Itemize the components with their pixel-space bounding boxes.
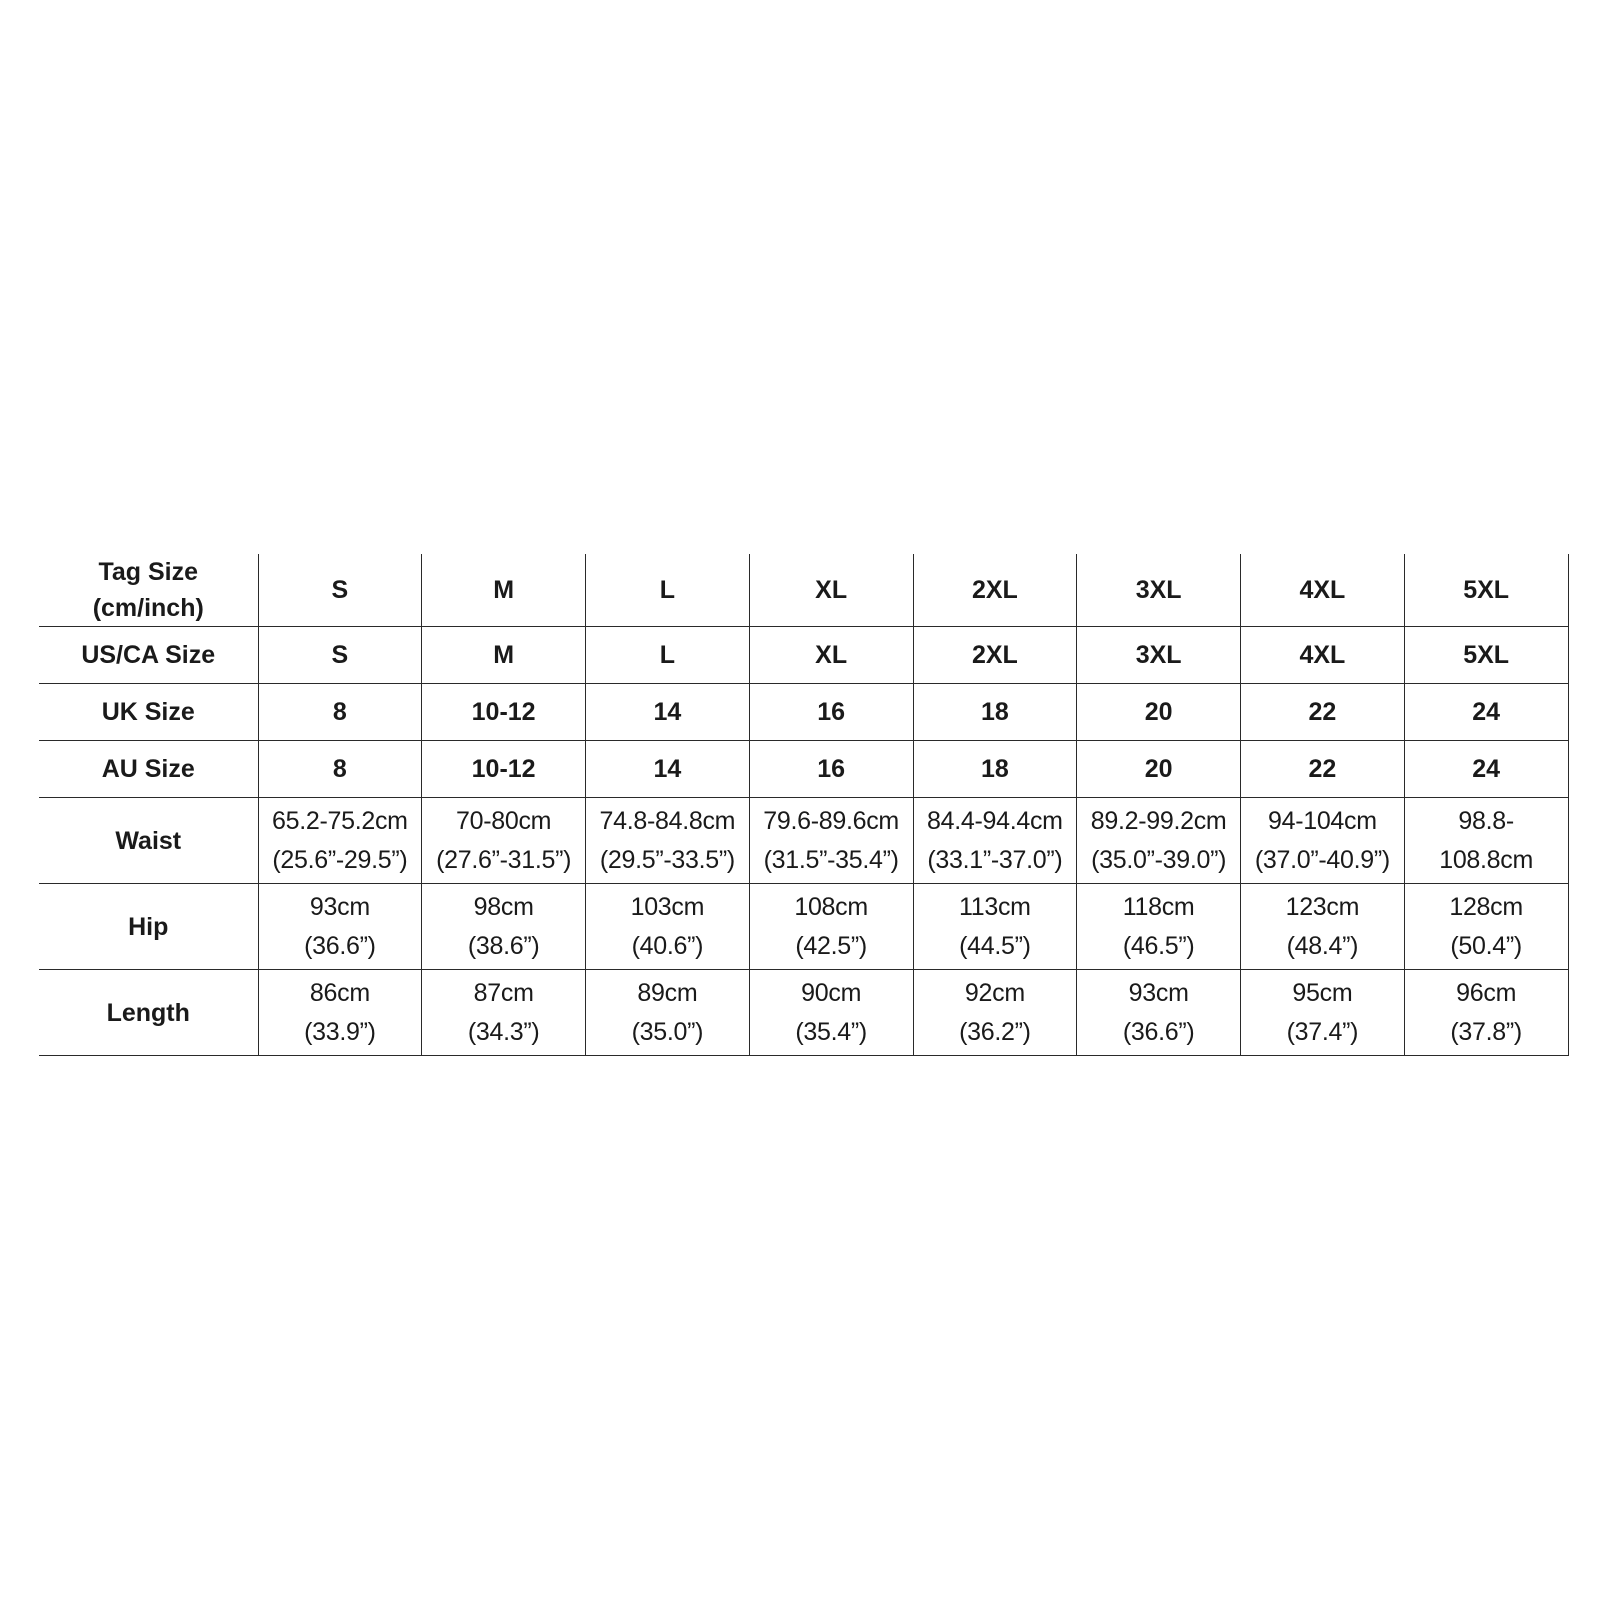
us-ca-size-cell: 5XL (1404, 627, 1568, 684)
waist-cell (1241, 798, 1405, 884)
waist-inch: (37.0”-40.9”) (1254, 845, 1390, 874)
waist-cell (913, 798, 1077, 884)
au-size-cell: 18 (913, 741, 1077, 798)
length-cm: 86cm (309, 978, 370, 1007)
hip-cm: 103cm (630, 892, 705, 921)
row-label: US/CA Size (39, 627, 258, 684)
hip-cell (1404, 884, 1568, 970)
us-ca-size-row (39, 627, 1568, 684)
tag-size-cell: M (422, 554, 586, 627)
au-size-cell: 14 (586, 741, 750, 798)
tag-size-label: Tag Size (98, 558, 199, 586)
hip-cm: 93cm (309, 892, 370, 921)
waist-inch: (31.5”-35.4”) (763, 845, 899, 874)
waist-cell (586, 798, 750, 884)
au-size-cell: 8 (258, 741, 422, 798)
tag-size-header (39, 554, 258, 627)
length-cell (1241, 970, 1405, 1056)
uk-size-cell: 24 (1404, 684, 1568, 741)
waist-cell (258, 798, 422, 884)
length-cell (913, 970, 1077, 1056)
hip-inch: (36.6”) (304, 931, 376, 960)
length-inch: (33.9”) (304, 1017, 376, 1046)
hip-row (39, 884, 1568, 970)
length-cm: 90cm (801, 978, 862, 1007)
uk-size-cell: 10-12 (422, 684, 586, 741)
us-ca-size-cell: M (422, 627, 586, 684)
row-label: UK Size (39, 684, 258, 741)
au-size-cell: 24 (1404, 741, 1568, 798)
length-cm: 95cm (1292, 978, 1353, 1007)
tag-size-cell: 2XL (913, 554, 1077, 627)
hip-cell (1077, 884, 1241, 970)
au-size-row (39, 741, 1568, 798)
row-label: Waist (39, 798, 258, 884)
hip-inch: (48.4”) (1286, 931, 1359, 960)
hip-cell (586, 884, 750, 970)
tag-size-cell: S (258, 554, 422, 627)
hip-cell (422, 884, 586, 970)
uk-size-row (39, 684, 1568, 741)
waist-row (39, 798, 1568, 884)
uk-size-cell: 18 (913, 684, 1077, 741)
length-cm: 93cm (1128, 978, 1189, 1007)
waist-cell (1404, 798, 1568, 884)
hip-cm: 128cm (1449, 892, 1523, 921)
waist-cell (1077, 798, 1241, 884)
waist-cm-continued: 108.8cm (1439, 845, 1534, 874)
tag-size-cell: L (586, 554, 750, 627)
hip-inch: (46.5”) (1122, 931, 1195, 960)
length-cell (1077, 970, 1241, 1056)
tag-size-cell: 5XL (1404, 554, 1568, 627)
length-inch: (36.6”) (1122, 1017, 1195, 1046)
length-cm: 96cm (1456, 978, 1517, 1007)
uk-size-cell: 8 (258, 684, 422, 741)
au-size-cell: 10-12 (422, 741, 586, 798)
waist-inch: (25.6”-29.5”) (272, 845, 408, 874)
us-ca-size-cell: 3XL (1077, 627, 1241, 684)
size-chart-table (39, 554, 1569, 1056)
uk-size-cell: 22 (1241, 684, 1405, 741)
tag-size-cell: 4XL (1241, 554, 1405, 627)
length-cell (749, 970, 913, 1056)
uk-size-cell: 20 (1077, 684, 1241, 741)
length-row (39, 970, 1568, 1056)
hip-cell (1241, 884, 1405, 970)
hip-inch: (38.6”) (467, 931, 540, 960)
header-row (39, 554, 1568, 627)
length-cell (258, 970, 422, 1056)
length-inch: (35.4”) (795, 1017, 867, 1046)
length-inch: (36.2”) (959, 1017, 1031, 1046)
waist-cm: 89.2-99.2cm (1090, 806, 1227, 835)
hip-inch: (42.5”) (795, 931, 867, 960)
hip-cm: 108cm (794, 892, 868, 921)
us-ca-size-cell: 2XL (913, 627, 1077, 684)
tag-size-cell: XL (749, 554, 913, 627)
waist-inch: (29.5”-33.5”) (599, 845, 735, 874)
hip-inch: (40.6”) (631, 931, 704, 960)
us-ca-size-cell: 4XL (1241, 627, 1405, 684)
length-cell (586, 970, 750, 1056)
waist-cm: 70-80cm (456, 806, 552, 835)
us-ca-size-cell: L (586, 627, 750, 684)
length-cm: 92cm (964, 978, 1025, 1007)
waist-cm: 98.8- (1458, 806, 1514, 835)
us-ca-size-cell: XL (749, 627, 913, 684)
au-size-cell: 22 (1241, 741, 1405, 798)
length-cm: 87cm (473, 978, 534, 1007)
length-cell (422, 970, 586, 1056)
au-size-cell: 16 (749, 741, 913, 798)
uk-size-cell: 16 (749, 684, 913, 741)
uk-size-cell: 14 (586, 684, 750, 741)
length-inch: (35.0”) (631, 1017, 704, 1046)
tag-size-cell: 3XL (1077, 554, 1241, 627)
hip-cm: 113cm (959, 892, 1031, 921)
hip-inch: (44.5”) (959, 931, 1031, 960)
row-label: Length (39, 970, 258, 1056)
waist-inch: (35.0”-39.0”) (1091, 845, 1227, 874)
us-ca-size-cell: S (258, 627, 422, 684)
hip-inch: (50.4”) (1450, 931, 1522, 960)
hip-cell (749, 884, 913, 970)
waist-cm: 84.4-94.4cm (927, 806, 1063, 835)
waist-cm: 65.2-75.2cm (272, 806, 408, 835)
length-cell (1404, 970, 1568, 1056)
length-inch: (37.8”) (1450, 1017, 1522, 1046)
length-cm: 89cm (637, 978, 698, 1007)
hip-cm: 98cm (473, 892, 534, 921)
hip-cell (913, 884, 1077, 970)
waist-cell (749, 798, 913, 884)
row-label: AU Size (39, 741, 258, 798)
waist-inch: (27.6”-31.5”) (436, 845, 572, 874)
waist-cm: 74.8-84.8cm (599, 806, 736, 835)
waist-inch: (33.1”-37.0”) (927, 845, 1063, 874)
waist-cm: 94-104cm (1267, 806, 1377, 835)
length-inch: (34.3”) (467, 1017, 540, 1046)
length-inch: (37.4”) (1286, 1017, 1359, 1046)
au-size-cell: 20 (1077, 741, 1241, 798)
units-label: (cm/inch) (92, 594, 204, 622)
row-label: Hip (39, 884, 258, 970)
hip-cm: 123cm (1285, 892, 1360, 921)
hip-cm: 118cm (1122, 892, 1195, 921)
hip-cell (258, 884, 422, 970)
waist-cm: 79.6-89.6cm (763, 806, 899, 835)
waist-cell (422, 798, 586, 884)
